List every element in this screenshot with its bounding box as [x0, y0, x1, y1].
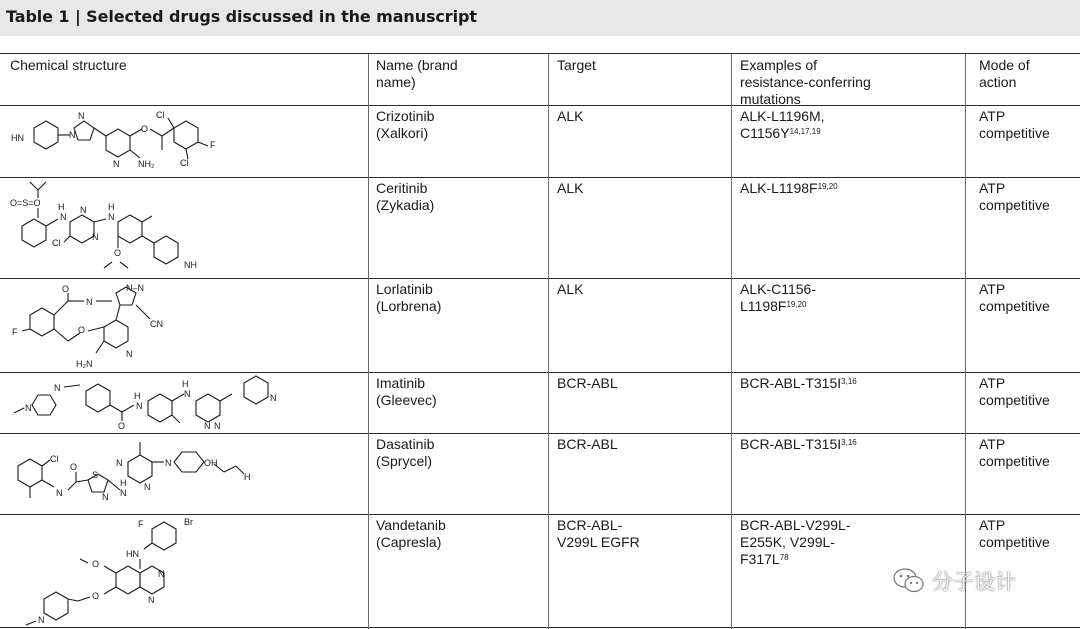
atom-label: H	[120, 478, 127, 488]
drug-name-cell	[376, 108, 434, 142]
atom-label: OH	[204, 458, 218, 468]
mutation-text: L1198F	[740, 298, 787, 314]
atom-label: H	[58, 202, 65, 212]
atom-label: N	[80, 205, 87, 215]
header-line: mutations	[740, 91, 801, 107]
brand-name: (Gleevec)	[376, 392, 437, 408]
watermark	[892, 566, 1016, 596]
mode-line: ATP	[979, 436, 1006, 452]
column-header-mode	[979, 57, 1030, 91]
atom-label: O	[92, 559, 100, 569]
mode-line: ATP	[979, 180, 1006, 196]
atom-label: N–N	[126, 283, 145, 293]
mode-line: competitive	[979, 453, 1050, 469]
reference-superscript: 3,16	[841, 377, 857, 386]
atom-label: NH	[184, 260, 197, 270]
header-line: Name (brand	[376, 57, 458, 73]
mutation-cell	[740, 375, 857, 392]
drug-name-cell	[376, 281, 441, 315]
target-line: ALK	[557, 108, 584, 124]
column-divider	[368, 54, 369, 629]
atom-label: O	[92, 591, 100, 601]
mutation-cell	[740, 180, 838, 197]
atom-label: O	[62, 284, 70, 294]
atom-label: NH₂	[138, 159, 155, 169]
reference-superscript: 19,20	[817, 182, 838, 191]
header-line: Mode of	[979, 57, 1030, 73]
target-cell	[557, 281, 583, 298]
column-header-target	[557, 57, 596, 74]
atom-label: H	[182, 379, 189, 389]
atom-label: N	[120, 488, 127, 498]
atom-label: F	[210, 140, 216, 150]
ceritinib-structure	[8, 178, 228, 276]
mutation-text: BCR-ABL-V299L-	[740, 517, 851, 533]
mode-line: ATP	[979, 517, 1006, 533]
dasatinib-structure	[8, 434, 268, 512]
table-bottom-rule	[0, 627, 1080, 628]
brand-name: (Xalkori)	[376, 125, 429, 141]
title-separator: |	[74, 7, 81, 26]
header-line: Examples of	[740, 57, 818, 73]
target-line: BCR-ABL	[557, 375, 618, 391]
atom-label: Cl	[156, 110, 165, 120]
header-line: Chemical structure	[10, 57, 127, 73]
column-header-name	[376, 57, 458, 91]
mutation-cell	[740, 281, 816, 315]
atom-label: N	[25, 403, 32, 413]
atom-label: Cl	[50, 454, 59, 464]
reference-superscript: 78	[779, 553, 789, 562]
mode-cell	[979, 180, 1050, 214]
mutation-line	[740, 108, 825, 125]
brand-name: (Capresla)	[376, 534, 442, 550]
atom-label: N	[126, 349, 133, 359]
mode-line: ATP	[979, 281, 1006, 297]
drug-name: Crizotinib	[376, 108, 435, 124]
watermark-text: 分子设计	[932, 570, 1016, 594]
mutation-line	[740, 281, 816, 298]
atom-label: H	[134, 391, 141, 401]
mode-line: competitive	[979, 125, 1050, 141]
table-caption: Selected drugs discussed in the manuscript	[86, 7, 477, 26]
drug-name-cell	[376, 375, 437, 409]
header-line: Target	[557, 57, 596, 73]
mutation-cell	[740, 436, 857, 453]
mutation-text: ALK-L1198F	[740, 180, 818, 196]
reference-superscript: 3,16	[841, 438, 857, 447]
atom-label: N	[54, 383, 61, 393]
atom-label: N	[136, 401, 143, 411]
atom-label: N	[144, 482, 151, 492]
atom-label: N	[38, 615, 45, 625]
atom-label: N	[158, 569, 165, 579]
atom-label: N	[113, 159, 120, 169]
mutation-line	[740, 180, 838, 197]
reference-superscript: 14,17,19	[789, 127, 821, 136]
atom-label: N	[270, 393, 277, 403]
atom-label: O=S=O	[10, 198, 41, 208]
atom-label: H	[244, 472, 251, 482]
atom-label: Cl	[52, 238, 61, 248]
mutation-line	[740, 534, 851, 551]
table-title	[6, 7, 477, 26]
atom-label: N	[56, 488, 63, 498]
lorlatinib-structure	[8, 279, 208, 371]
atom-label: H	[108, 202, 115, 212]
target-line: BCR-ABL	[557, 436, 618, 452]
atom-label: HN	[126, 549, 139, 559]
target-cell	[557, 517, 640, 551]
drug-name: Vandetanib	[376, 517, 446, 533]
atom-label: O	[114, 248, 122, 258]
mutation-line	[740, 436, 857, 453]
table-title-bar	[0, 0, 1080, 36]
header-top-rule	[0, 53, 1080, 54]
atom-label: H₂N	[76, 359, 93, 369]
header-line: resistance-conferring	[740, 74, 871, 90]
atom-label: N	[102, 492, 109, 502]
drug-name: Imatinib	[376, 375, 426, 391]
target-cell	[557, 436, 618, 453]
mode-line: ATP	[979, 108, 1006, 124]
atom-label: N	[204, 421, 211, 431]
atom-label: N	[116, 458, 123, 468]
column-header-structure	[10, 57, 127, 74]
drug-name-cell	[376, 517, 446, 551]
mutation-text: ALK-C1156-	[740, 281, 817, 297]
drug-name-cell	[376, 180, 434, 214]
atom-label: N	[78, 111, 85, 121]
mutation-text: BCR-ABL-T315I	[740, 436, 842, 452]
atom-label: O	[78, 325, 86, 335]
atom-label: CN	[150, 319, 163, 329]
mutation-text: E255K, V299L-	[740, 534, 835, 550]
atom-label: N	[165, 458, 172, 468]
mutation-text: ALK-L1196M,	[740, 108, 825, 124]
mode-line: competitive	[979, 534, 1050, 550]
atom-label: O	[118, 421, 126, 431]
mutation-line	[740, 517, 851, 534]
brand-name: (Lorbrena)	[376, 298, 442, 314]
brand-name: (Sprycel)	[376, 453, 433, 469]
atom-label: N	[148, 595, 155, 605]
atom-label: Cl	[180, 158, 189, 168]
target-cell	[557, 375, 618, 392]
target-line: V299L EGFR	[557, 534, 640, 550]
reference-superscript: 19,20	[786, 300, 807, 309]
mode-cell	[979, 108, 1050, 142]
mutation-text: F317L	[740, 551, 780, 567]
mutation-cell	[740, 517, 851, 568]
imatinib-structure	[8, 373, 288, 431]
column-divider	[548, 54, 549, 629]
mode-line: competitive	[979, 392, 1050, 408]
column-header-mutations	[740, 57, 871, 108]
atom-label: N	[214, 421, 221, 431]
column-divider	[965, 54, 966, 629]
target-line: ALK	[557, 281, 584, 297]
atom-label: N	[184, 389, 191, 399]
mutation-line	[740, 375, 857, 392]
wechat-icon	[892, 567, 926, 595]
drug-name: Dasatinib	[376, 436, 435, 452]
mutation-cell	[740, 108, 825, 142]
mode-line: ATP	[979, 375, 1006, 391]
atom-label: S	[92, 470, 99, 480]
target-line: BCR-ABL-	[557, 517, 623, 533]
mutation-text: C1156Y	[740, 125, 790, 141]
crizotinib-structure	[8, 106, 238, 176]
table-number: Table 1	[6, 7, 70, 26]
drug-name-cell	[376, 436, 434, 470]
atom-label: N	[69, 130, 76, 140]
atom-label: N	[86, 297, 93, 307]
mutation-line	[740, 298, 816, 315]
atom-label: F	[12, 327, 18, 337]
atom-label: O	[70, 462, 78, 472]
mode-line: competitive	[979, 197, 1050, 213]
atom-label: O	[141, 124, 149, 134]
target-cell	[557, 108, 583, 125]
atom-label: Br	[184, 517, 193, 527]
atom-label: N	[108, 212, 115, 222]
drug-name: Lorlatinib	[376, 281, 433, 297]
brand-name: (Zykadia)	[376, 197, 435, 213]
header-line: action	[979, 74, 1017, 90]
mutation-text: BCR-ABL-T315I	[740, 375, 842, 391]
atom-label: N	[60, 212, 67, 222]
vandetanib-structure	[8, 515, 208, 627]
atom-label: HN	[11, 133, 24, 143]
mode-cell	[979, 517, 1050, 551]
atom-label: N	[92, 232, 99, 242]
mode-line: competitive	[979, 298, 1050, 314]
mode-cell	[979, 375, 1050, 409]
atom-label: F	[138, 519, 144, 529]
drug-name: Ceritinib	[376, 180, 428, 196]
header-line: name)	[376, 74, 416, 90]
mutation-line	[740, 125, 825, 142]
column-divider	[731, 54, 732, 629]
mode-cell	[979, 281, 1050, 315]
target-cell	[557, 180, 583, 197]
mode-cell	[979, 436, 1050, 470]
target-line: ALK	[557, 180, 584, 196]
mutation-line	[740, 551, 851, 568]
